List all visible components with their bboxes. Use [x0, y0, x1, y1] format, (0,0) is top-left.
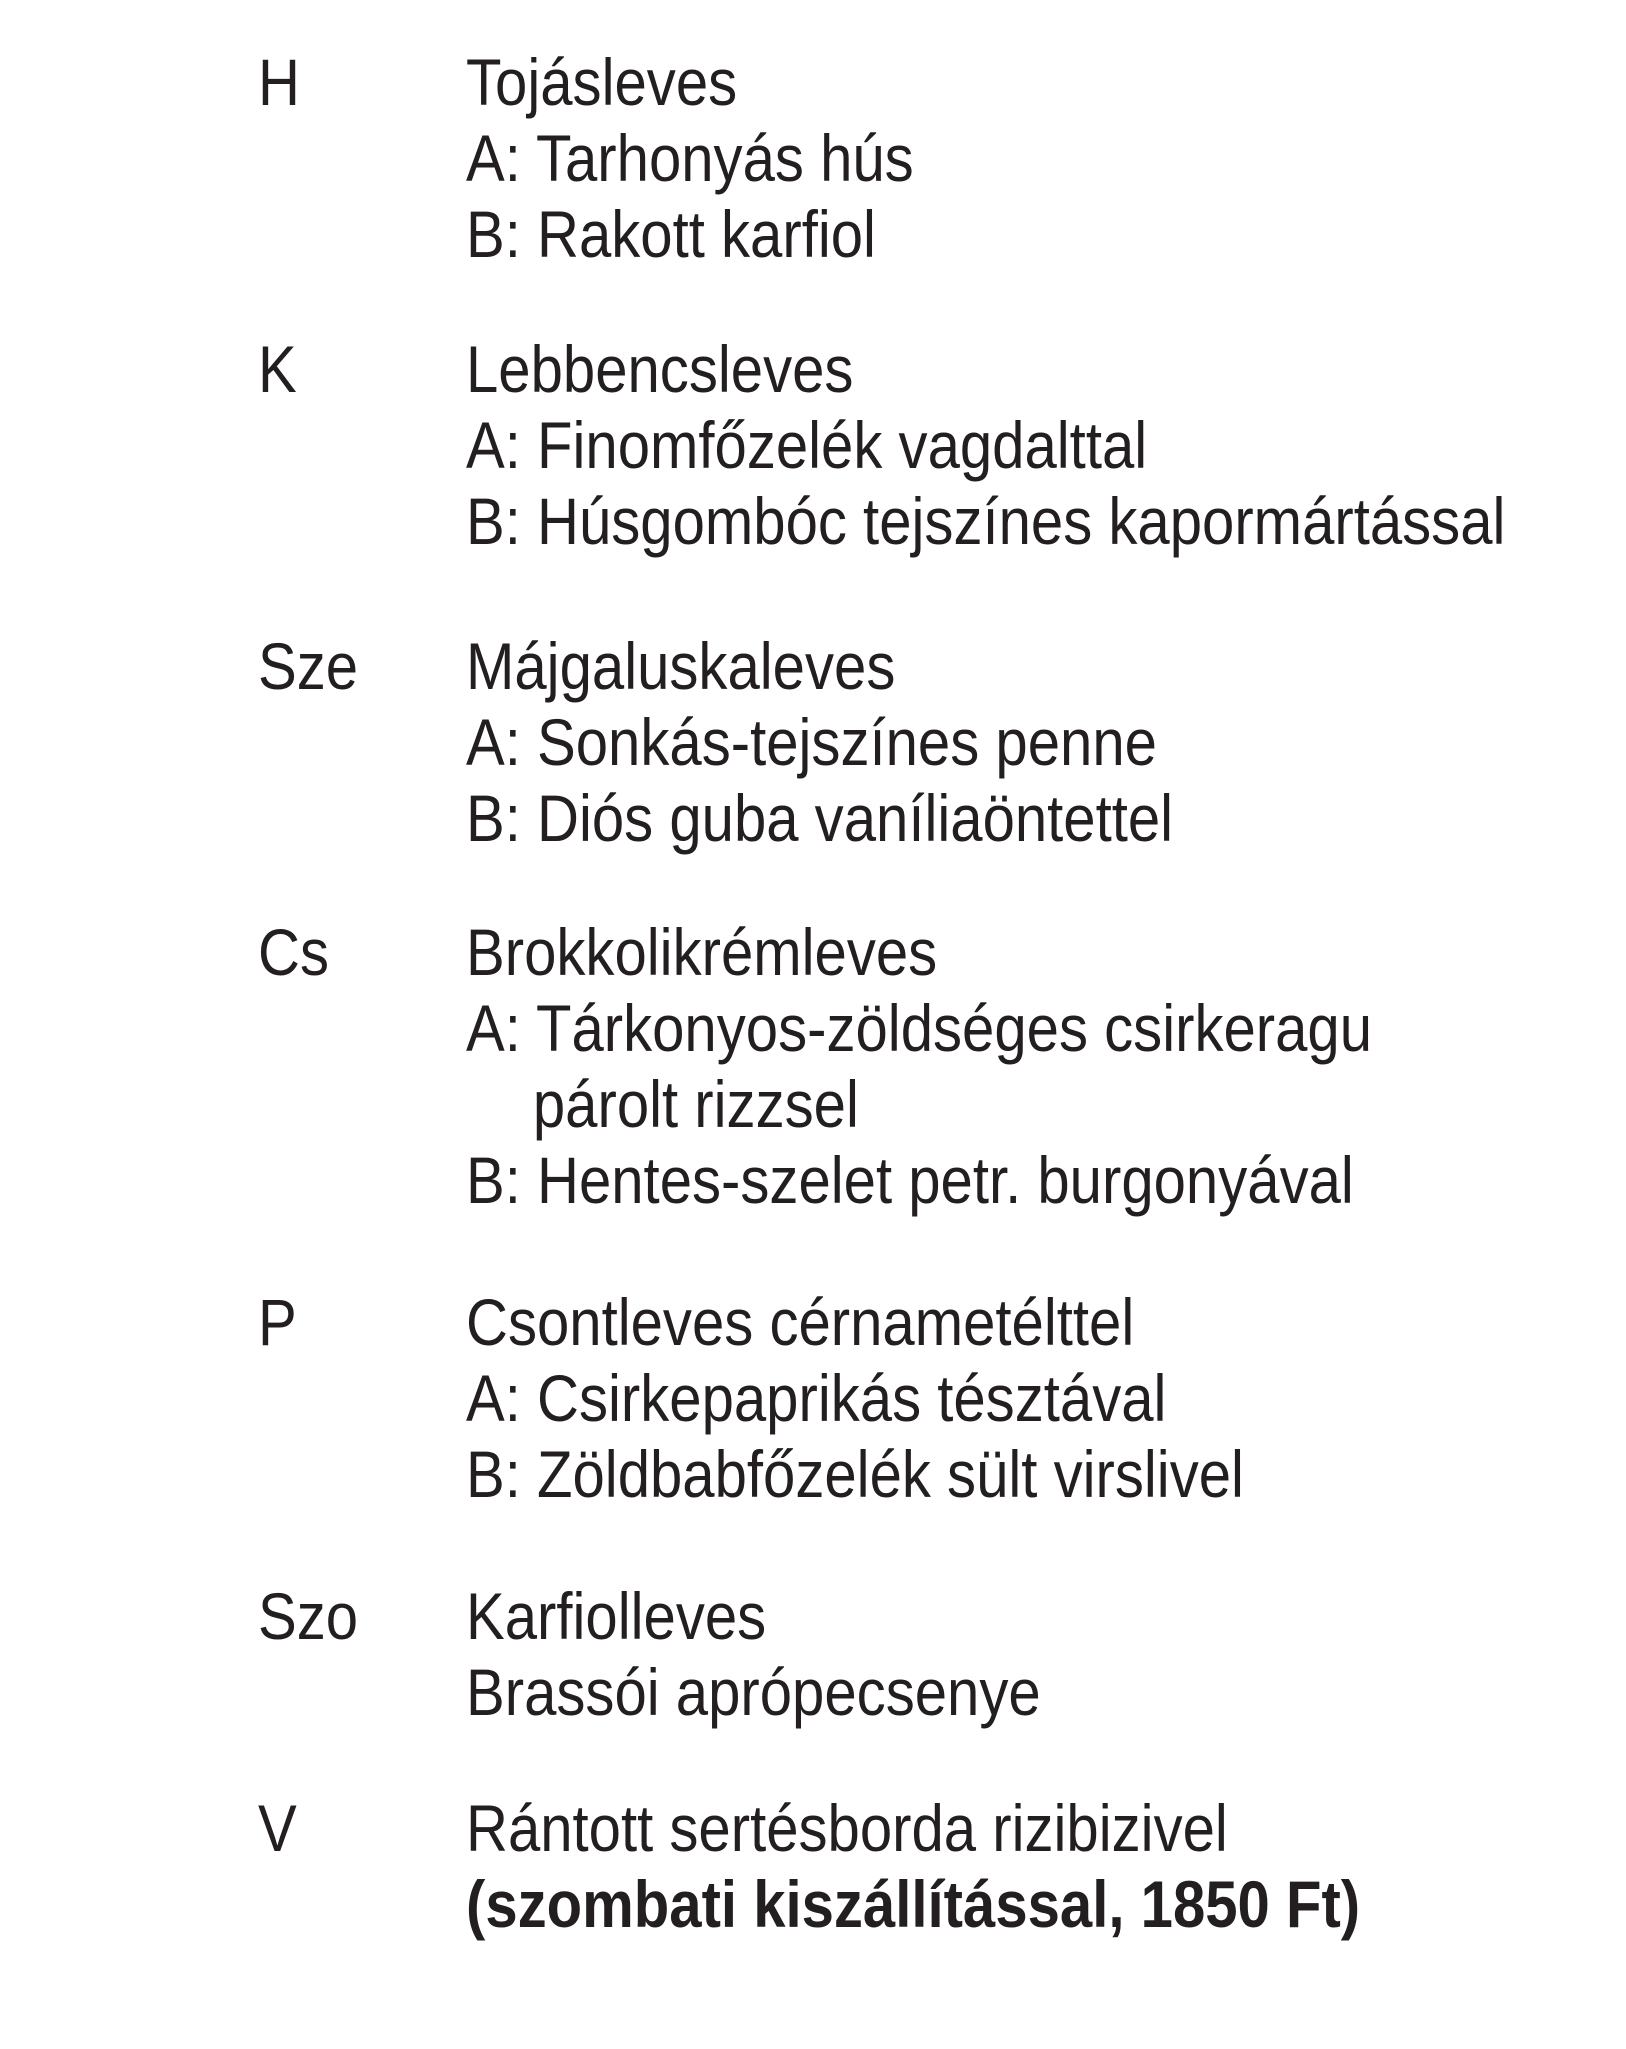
main-dish: Rántott sertésborda rizibizivel — [466, 1791, 1228, 1865]
soup-item: Tojásleves — [466, 45, 738, 119]
day-dishes — [466, 914, 1496, 1218]
main-option-a: A: Csirkepaprikás tésztával — [466, 1361, 1167, 1435]
day-abbreviation: H — [258, 45, 300, 119]
soup-item: Brokkolikrémleves — [466, 915, 938, 989]
day-abbreviation: V — [258, 1791, 297, 1865]
main-option-b: B: Húsgombóc tejszínes kapormártással — [466, 484, 1506, 558]
main-option-b: B: Zöldbabfőzelék sült virslivel — [466, 1437, 1244, 1511]
day-dishes — [466, 331, 1626, 559]
main-option-b: B: Hentes-szelet petr. burgonyával — [466, 1143, 1354, 1217]
main-option-b: B: Rakott karfiol — [466, 197, 876, 271]
main-option-a: A: Tarhonyás hús — [466, 121, 914, 195]
main-option-a: A: Finomfőzelék vagdalttal — [466, 408, 1148, 482]
soup-item: Májgaluskaleves — [466, 629, 896, 703]
delivery-note: (szombati kiszállítással, 1850 Ft) — [466, 1867, 1361, 1941]
main-option-a: A: Sonkás-tejszínes penne — [466, 705, 1157, 779]
day-abbreviation: K — [258, 332, 297, 406]
main-option-b: B: Diós guba vaníliaöntettel — [466, 781, 1174, 855]
soup-item: Karfiolleves — [466, 1579, 767, 1653]
day-abbreviation: P — [258, 1285, 297, 1359]
day-dishes — [466, 44, 975, 272]
main-option-a-continued: párolt rizzsel — [532, 1067, 859, 1141]
day-dishes — [466, 628, 1270, 856]
main-option-a: A: Tárkonyos-zöldséges csirkeragu — [466, 991, 1373, 1065]
soup-item: Lebbencsleves — [466, 332, 854, 406]
day-dishes — [466, 1578, 1119, 1730]
day-dishes — [466, 1790, 1482, 1942]
day-abbreviation: Sze — [258, 629, 359, 703]
main-dish: Brassói aprópecsenye — [466, 1655, 1041, 1729]
day-abbreviation: Cs — [258, 915, 329, 989]
day-abbreviation: Szo — [258, 1579, 359, 1653]
soup-item: Csontleves cérnametélttel — [466, 1285, 1135, 1359]
day-dishes — [466, 1284, 1350, 1512]
